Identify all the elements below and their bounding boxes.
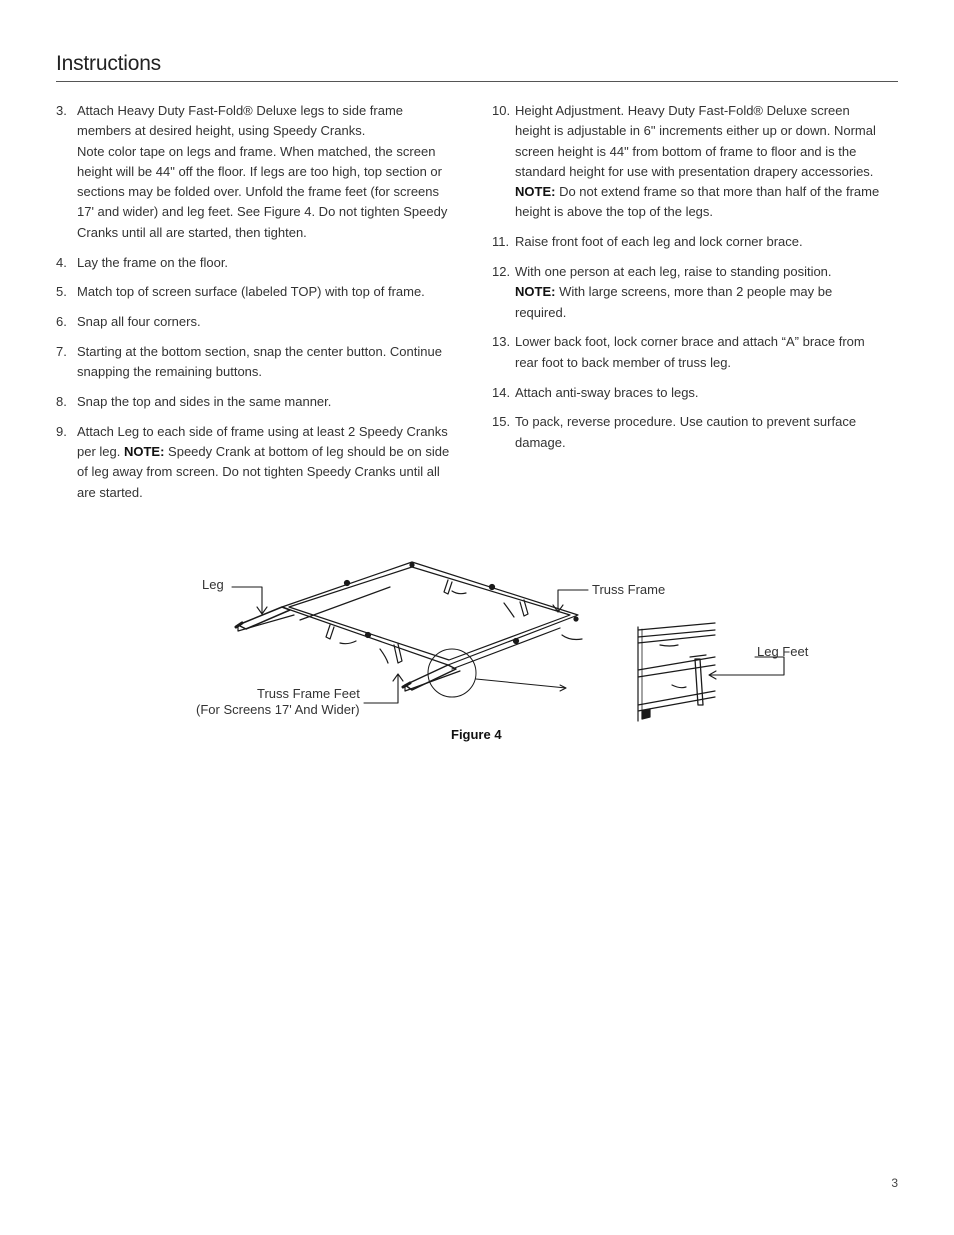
step-item bbox=[492, 101, 882, 223]
step-item bbox=[492, 262, 882, 323]
step-text: Do not extend frame so that more than half of the frame height is above the top of the legs. bbox=[515, 184, 880, 220]
step-item bbox=[492, 232, 882, 252]
leg-feet-detail-drawing bbox=[638, 623, 715, 721]
step-number: 15. bbox=[492, 414, 511, 430]
note-label: NOTE: bbox=[123, 444, 165, 460]
steps-list-left bbox=[56, 101, 459, 503]
step-text: With large screens, more than 2 people may be required. bbox=[515, 284, 833, 320]
truss-frame-drawing bbox=[236, 562, 582, 697]
note-label: NOTE: bbox=[515, 284, 556, 300]
step-text: Snap all four corners. bbox=[77, 314, 201, 330]
step-text: With one person at each leg, raise to standing position. bbox=[515, 264, 832, 280]
label-truss-frame: Truss Frame bbox=[592, 582, 666, 597]
step-item bbox=[492, 332, 882, 373]
step-number: 8. bbox=[56, 394, 67, 410]
step-number: 5. bbox=[56, 284, 67, 300]
step-item bbox=[56, 282, 459, 302]
step-number: 6. bbox=[56, 314, 67, 330]
step-item bbox=[492, 383, 882, 403]
step-number: 4. bbox=[56, 254, 67, 270]
step-text: Match top of screen surface (labeled TOP) with top of frame. bbox=[77, 284, 425, 300]
step-item bbox=[56, 422, 459, 503]
step-item bbox=[56, 253, 459, 273]
step-text: Raise front foot of each leg and lock corner brace. bbox=[515, 234, 803, 250]
step-text: Attach Leg to each side of frame using at least 2 Speedy Cranks per leg. bbox=[77, 423, 448, 460]
step-number: 13. bbox=[492, 334, 511, 350]
step-text: To pack, reverse procedure. Use caution to prevent surface damage. bbox=[515, 414, 857, 450]
step-number: 7. bbox=[56, 343, 67, 359]
step-text: Snap the top and sides in the same manner. bbox=[77, 394, 332, 410]
step-text: Speedy Crank at bottom of leg should be on side of leg away from screen. Do not tighten Speedy Cranks until all are started. bbox=[77, 444, 450, 500]
step-text: Note color tape on legs and frame. When matched, the screen height will be 44" off the floor. If legs are too high, top section or sections may be folded over. Unfold the frame feet (for screens 17' and wider) and leg feet. See Figure 4. Do not tighten Speedy Cranks until all are started, then tighten. bbox=[77, 143, 448, 240]
step-number: 3. bbox=[56, 103, 67, 118]
label-leg: Leg bbox=[202, 577, 224, 592]
step-text: Starting at the bottom section, snap the center button. Continue snapping the remaining buttons. bbox=[77, 343, 442, 380]
label-leg-feet: Leg Feet bbox=[757, 644, 809, 659]
step-item bbox=[56, 312, 459, 332]
page-number: 3 bbox=[891, 1176, 898, 1190]
step-text: Attach Heavy Duty Fast-Fold® Deluxe legs to side frame members at desired height, using Speedy Cranks. bbox=[77, 103, 404, 139]
figure-4 bbox=[150, 545, 830, 755]
step-number: 11. bbox=[492, 234, 510, 250]
step-text: Lower back foot, lock corner brace and attach “A” brace from rear foot to back member of truss leg. bbox=[515, 334, 865, 370]
page-title: Instructions bbox=[56, 52, 161, 75]
step-text: Lay the frame on the floor. bbox=[77, 254, 229, 270]
label-truss-frame-feet: Truss Frame Feet bbox=[257, 686, 360, 701]
step-number: 9. bbox=[56, 423, 67, 439]
steps-column-right bbox=[492, 101, 882, 462]
step-text: Attach anti-sway braces to legs. bbox=[515, 384, 699, 400]
figure-caption: Figure 4 bbox=[451, 727, 502, 742]
note-label: NOTE: bbox=[515, 184, 556, 200]
step-item bbox=[56, 101, 459, 243]
frame-assembly-illustration bbox=[150, 545, 830, 755]
label-truss-frame-feet-note: (For Screens 17' And Wider) bbox=[196, 702, 360, 717]
step-number: 12. bbox=[492, 264, 511, 280]
step-number: 10. bbox=[492, 103, 511, 118]
steps-column-left bbox=[56, 101, 459, 513]
steps-list-right bbox=[492, 101, 882, 453]
step-number: 14. bbox=[492, 384, 511, 400]
header-rule bbox=[56, 81, 898, 82]
step-item bbox=[56, 342, 459, 383]
step-item bbox=[492, 412, 882, 453]
step-text: Height Adjustment. Heavy Duty Fast-Fold® Deluxe screen height is adjustable in 6" increments either up or down. Normal screen height is 44" from bottom of frame to floor and is the standard height for use with presentation drapery accessories. bbox=[515, 103, 876, 179]
step-item bbox=[56, 392, 459, 412]
